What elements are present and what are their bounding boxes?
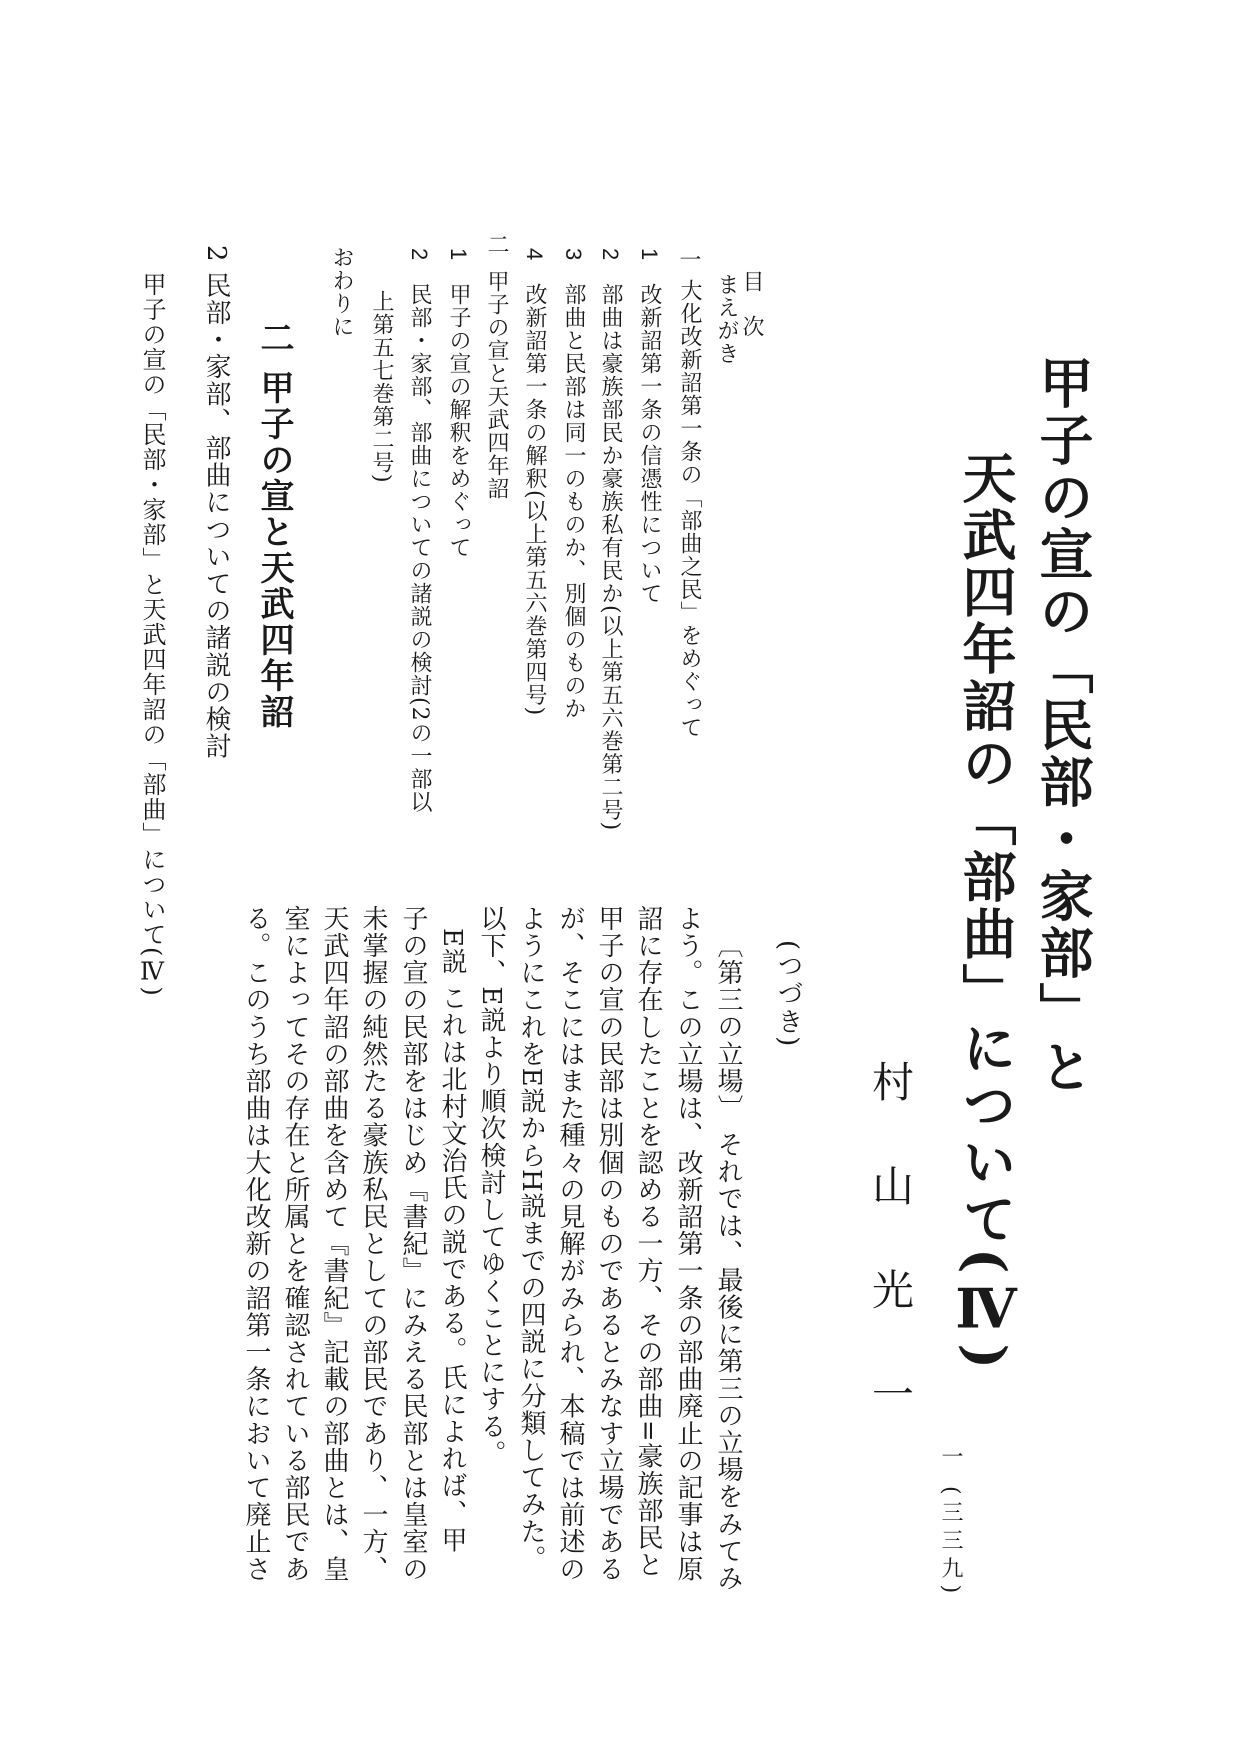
body-line: が、そこにはまた種々の見解がみられ、本稿では前述の: [555, 905, 585, 1583]
toc-heading: 目 次: [739, 270, 764, 345]
body-line: E説 これは北村文治氏の説である。氏によれば、甲: [437, 928, 467, 1554]
toc-item: 2 部曲は豪族部民か豪族私有民か(以上第五六巻第二号): [598, 248, 623, 832]
body-line: 室によってその存在と所属とを確認されている部民であ: [280, 905, 310, 1583]
body-line: 未掌握の純然たる豪族私民としての部民であり、一方、: [358, 905, 388, 1583]
continued-label: (つづき): [773, 940, 803, 1049]
body-line: る。このうち部曲は大化改新の詔第一条において廃止さ: [241, 905, 271, 1583]
body-line: 天武四年詔の部曲を含めて『書紀』記載の部曲とは、皇: [319, 905, 349, 1583]
body-line: ようにこれをE説からH説までの四説に分類してみた。: [516, 905, 546, 1573]
body-line: 以下、E説より順次検討してゆくことにする。: [476, 905, 506, 1468]
section-heading: 二 甲子の宣と天武四年詔: [254, 320, 294, 730]
toc-item: 3 部曲と民部は同一のものか、別個のものか: [561, 248, 586, 721]
author-name: 村山光一: [866, 1060, 915, 1476]
toc-item: 一 大化改新詔第一条の「部曲之民」をめぐって: [677, 248, 702, 739]
running-head: 甲子の宣の「民部・家部」と天武四年詔の「部曲」について(Ⅳ): [138, 272, 166, 997]
article-title-line-1: 甲子の宣の「民部・家部」と: [1031, 355, 1095, 1096]
body-line: 子の宣の民部をはじめ『書紀』にみえる民部とは皇室の: [398, 905, 428, 1583]
body-line: 詔に存在したことを認める一方、その部曲=豪族部民と: [633, 905, 663, 1579]
toc-item: 二 甲子の宣と天武四年詔: [484, 233, 509, 500]
body-line: 〔第三の立場〕 それでは、最後に第三の立場をみてみ: [713, 932, 743, 1592]
toc-item: 1 甲子の宣の解釈をめぐって: [446, 248, 471, 560]
toc-item: 上第五七巻第二号): [369, 290, 394, 484]
toc-item: おわりに: [329, 246, 354, 338]
toc-item: 1 改新詔第一条の信憑性について: [637, 248, 662, 606]
toc-item: 2 民部・家部、部曲についての諸説の検討(2の一部以: [407, 248, 432, 814]
body-line: よう。この立場は、改新詔第一条の部曲廃止の記事は原: [673, 905, 703, 1583]
page-number: 一 (三三九): [938, 1445, 963, 1600]
article-title-line-2: 天武四年詔の「部曲」について(Ⅳ): [954, 450, 1018, 1373]
toc-item: まえがき: [714, 273, 739, 365]
toc-item: 4 改新詔第一条の解釈(以上第五六巻第四号): [522, 248, 547, 717]
section-subheading: 2 民部・家部、部曲についての諸説の検討: [201, 245, 231, 760]
body-line: 甲子の宣の民部は別個のものであるとみなす立場である: [594, 905, 624, 1583]
